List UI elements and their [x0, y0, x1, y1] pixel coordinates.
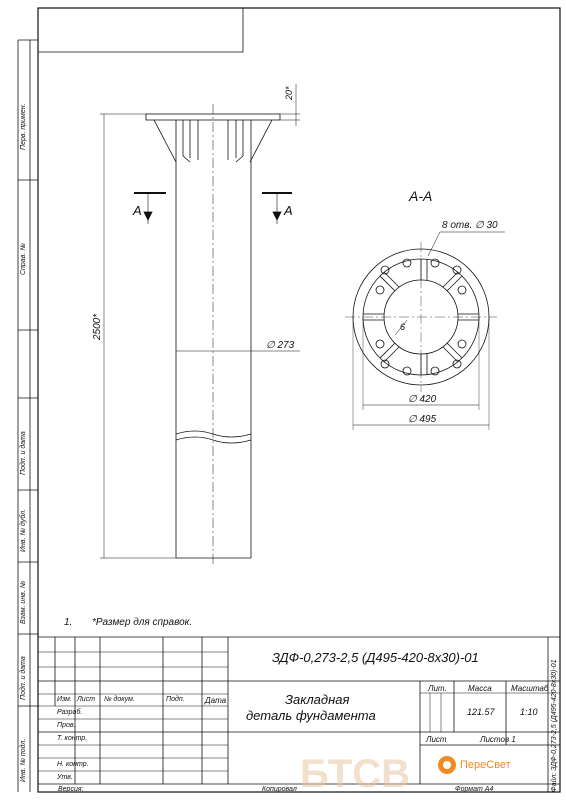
- footer-copied: Копировал: [262, 786, 297, 793]
- mass-label: Масса: [468, 684, 492, 693]
- side-inv-podl: Инв. № подл.: [20, 738, 27, 782]
- side-inv-dubl: Инв. № дубл.: [20, 508, 27, 552]
- dim-flange-thickness: 20*: [284, 86, 294, 100]
- lit-label: Лит.: [428, 684, 447, 693]
- footer-format: Формат А4: [455, 786, 494, 793]
- footer-version: Версия:: [58, 786, 84, 793]
- mass-value: 121.57: [467, 707, 495, 717]
- document-code: ЗДФ-0,273-2,5 (Д495-420-8х30)-01: [272, 650, 479, 665]
- document-name-line1: Закладная: [285, 692, 350, 707]
- role-razrab: Разраб.: [57, 709, 83, 716]
- scale-label: Масштаб: [511, 684, 549, 693]
- top-stamp-box: [38, 8, 243, 52]
- dim-pipe-diameter: ∅ 273: [266, 340, 295, 351]
- sheets-label: Листов 1: [480, 735, 516, 744]
- dim-holes: 8 отв. ∅ 30: [442, 220, 498, 231]
- section-marker-left: А: [133, 203, 142, 218]
- dim-rib: 6: [400, 322, 406, 332]
- role-prov: Пров.: [57, 722, 76, 729]
- dim-length: 2500*: [92, 313, 103, 340]
- section-title: А-А: [409, 188, 433, 204]
- side-podp-data-2: Подп. и дата: [20, 656, 27, 700]
- watermark: БТСВ: [300, 752, 410, 796]
- note-text: *Размер для справок.: [92, 617, 193, 628]
- dim-inner-diameter: ∅ 420: [408, 394, 437, 405]
- section-marker-right: А: [284, 203, 293, 218]
- header-list: Лист: [77, 696, 96, 703]
- side-perv-primen: Перв. примен.: [20, 103, 27, 150]
- file-label: Файл: ЗДФ-0,273-2,5 (Д495-420-8х30)-01: [551, 659, 558, 792]
- header-podp: Подп.: [166, 696, 185, 703]
- side-vzam-inv: Взам. инв. №: [20, 580, 27, 624]
- side-podp-data-1: Подп. и дата: [20, 431, 27, 475]
- side-sprav-no: Справ. №: [20, 243, 27, 275]
- role-n-kontr: Н. контр.: [57, 761, 89, 768]
- note-number: 1.: [64, 617, 73, 628]
- role-t-kontr: Т. контр.: [57, 735, 88, 742]
- sheet-frame: [38, 8, 560, 792]
- scale-value: 1:10: [520, 707, 538, 717]
- header-doc-no: № докум.: [104, 696, 135, 703]
- document-name-line2: деталь фундамента: [246, 708, 376, 723]
- header-izm: Изм.: [57, 696, 72, 703]
- header-data: Дата: [205, 696, 227, 705]
- sheet-label: Лист: [426, 735, 447, 744]
- dim-outer-diameter: ∅ 495: [408, 414, 437, 425]
- company-name: ПереСвет: [460, 759, 511, 771]
- role-utv: Утв.: [57, 774, 73, 781]
